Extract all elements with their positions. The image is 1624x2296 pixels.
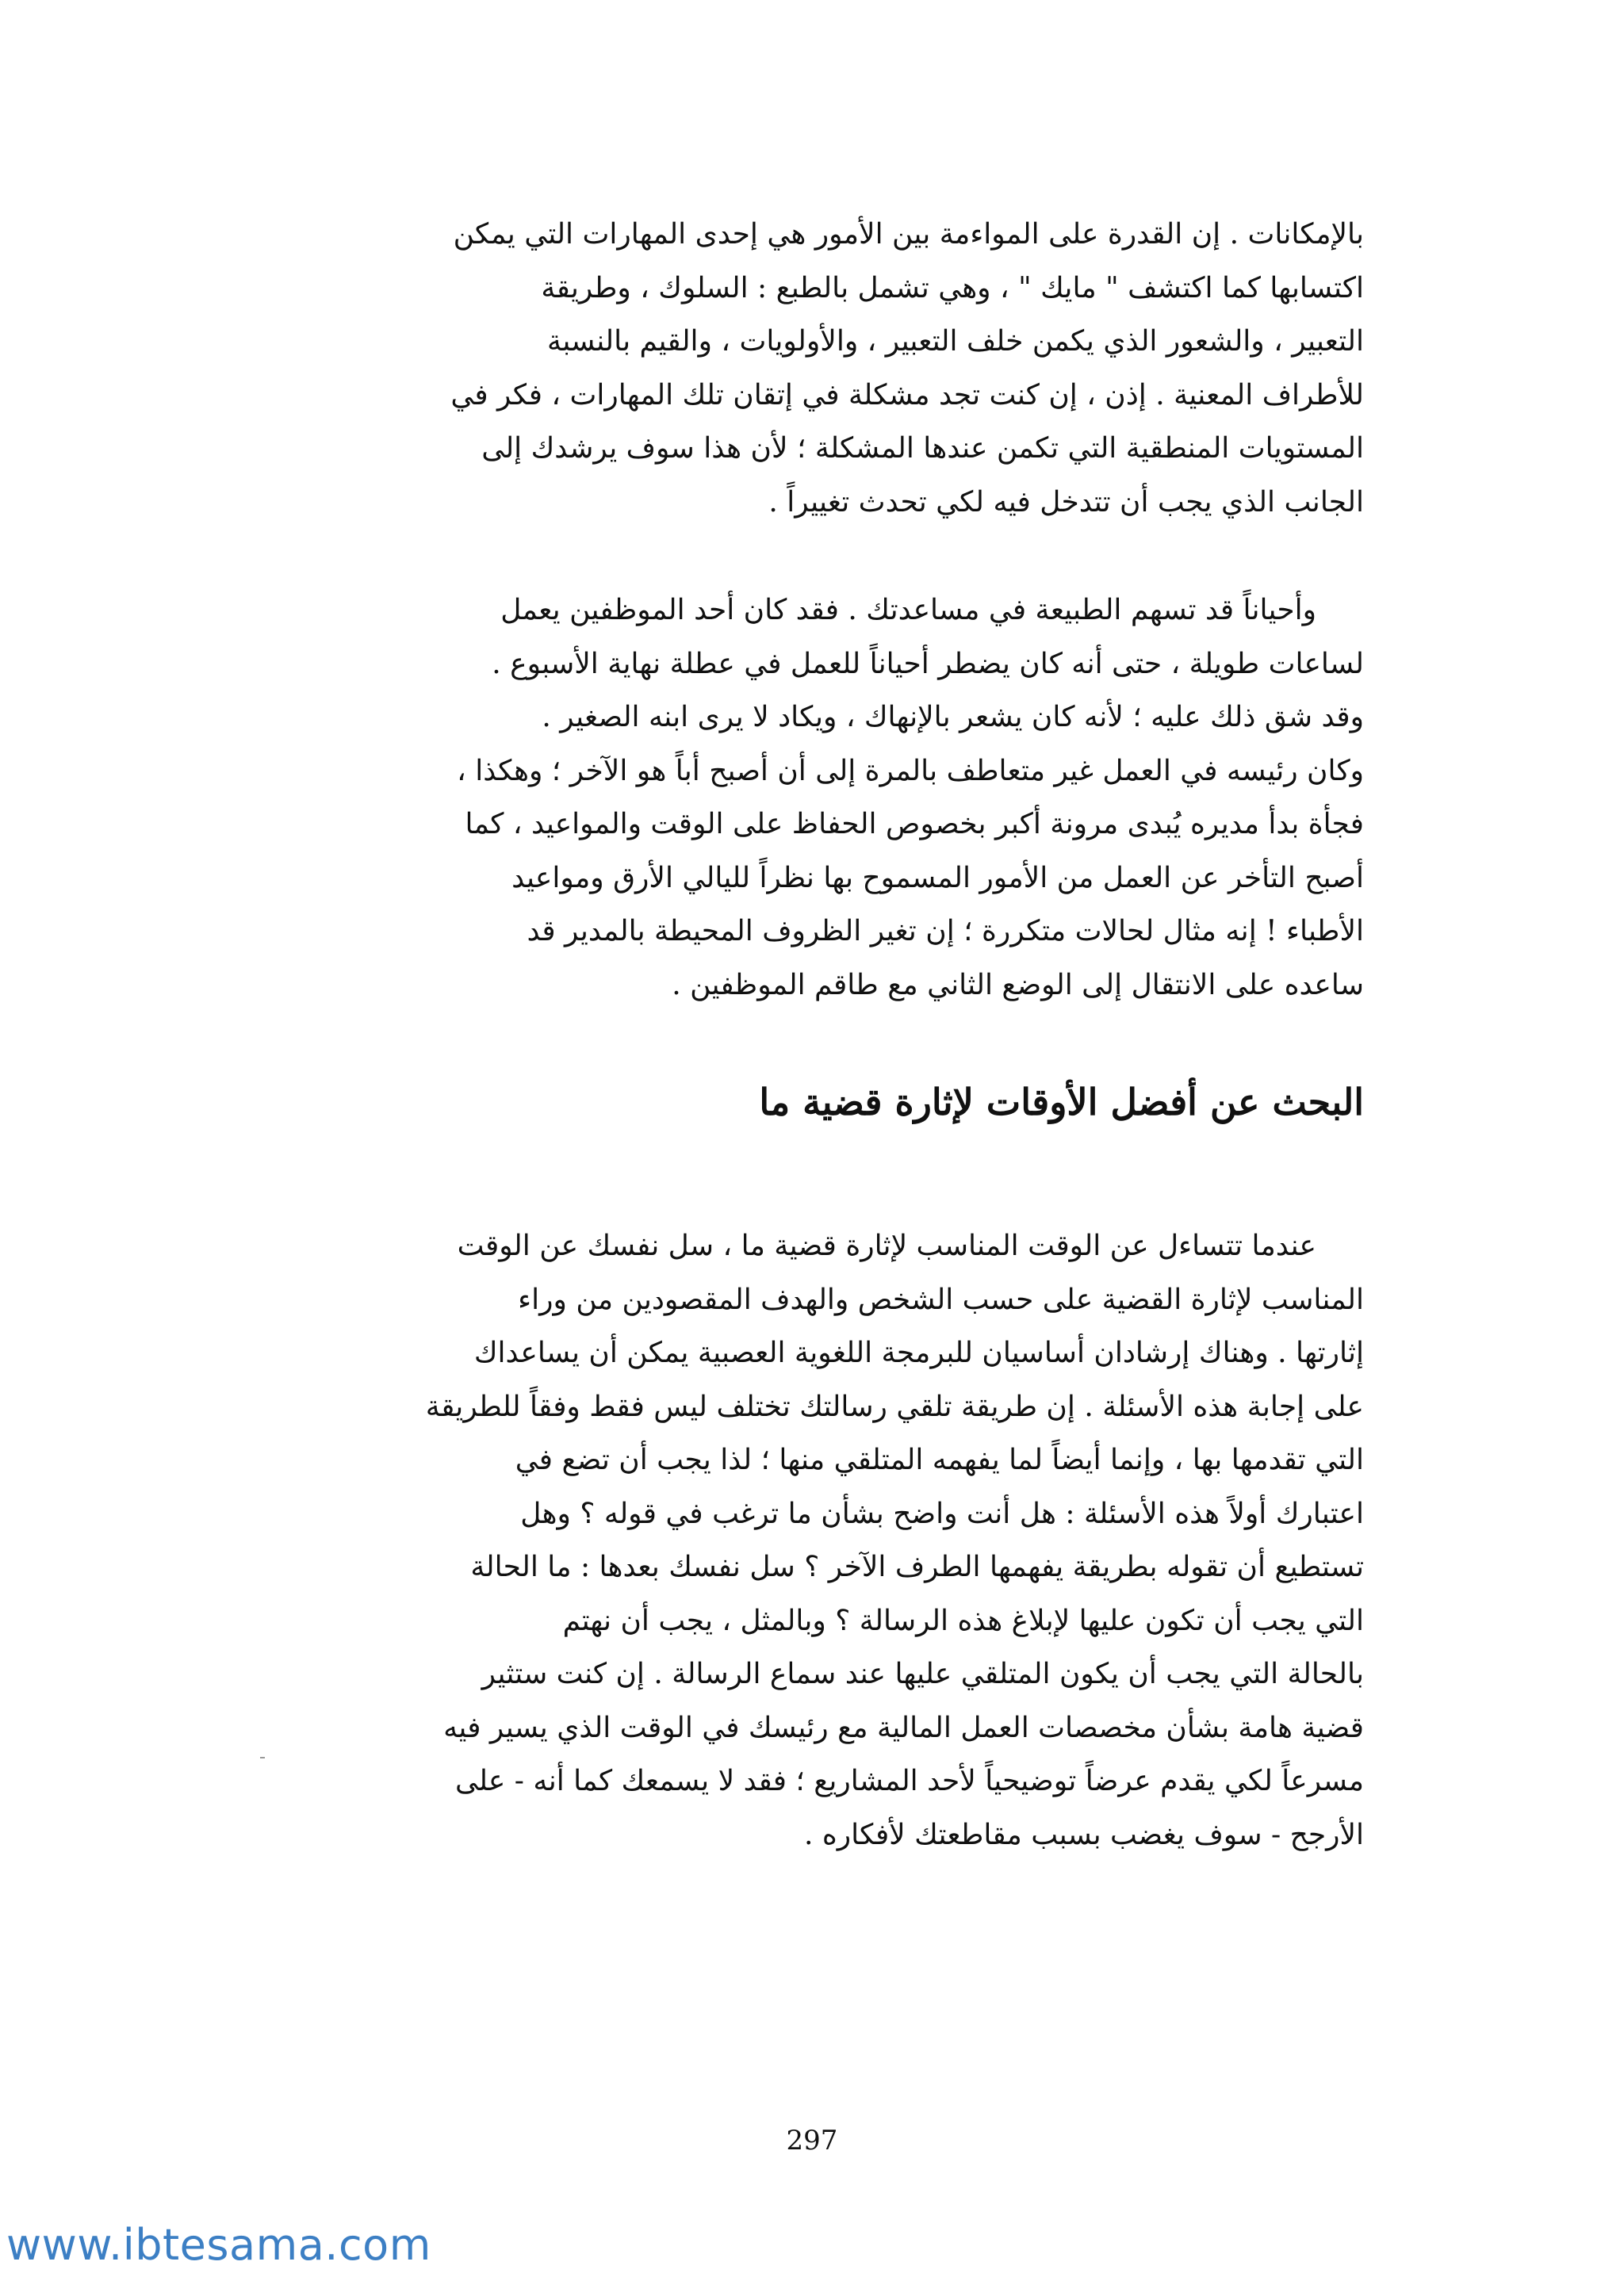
text-line: التي تقدمها بها ، وإنما أيضاً لما يفهمه المتلقي منها ؛ لذا يجب أن تضع في — [515, 1444, 1364, 1476]
text-line: المستويات المنطقية التي تكمن عندها المشكلة ؛ لأن هذا سوف يرشدك إلى — [481, 432, 1364, 465]
paragraph-2 — [270, 584, 1364, 1012]
text-line: أصبح التأخر عن العمل من الأمور المسموح بها نظراً لليالي الأرق ومواعيد — [511, 861, 1364, 894]
text-line: المناسب لإثارة القضية على حسب الشخص والهدف المقصودين من وراء — [518, 1283, 1364, 1316]
text-line: التعبير ، والشعور الذي يكمن خلف التعبير ، والأولويات ، والقيم بالنسبة — [547, 325, 1364, 358]
text-line: بالحالة التي يجب أن يكون المتلقي عليها عند سماع الرسالة . إن كنت ستثير — [481, 1658, 1364, 1690]
page-number: 297 — [786, 2125, 838, 2156]
text-line: على إجابة هذه الأسئلة . إن طريقة تلقي رسالتك تختلف ليس فقط وفقاً للطريقة — [425, 1390, 1364, 1423]
section-heading: البحث عن أفضل الأوقات لإثارة قضية ما — [759, 1081, 1364, 1123]
text-line: اكتسابها كما اكتشف " مايك " ، وهي تشمل بالطبع : السلوك ، وطريقة — [541, 271, 1364, 304]
text-line: لساعات طويلة ، حتى أنه كان يضطر أحياناً للعمل في عطلة نهاية الأسبوع . — [492, 647, 1364, 680]
text-line: إثارتها . وهناك إرشادان أساسيان للبرمجة اللغوية العصبية يمكن أن يساعداك — [473, 1337, 1364, 1369]
scan-mark — [260, 1757, 265, 1758]
text-line: التي يجب أن تكون عليها لإبلاغ هذه الرسالة ؟ وبالمثل ، يجب أن نهتم — [562, 1604, 1364, 1637]
text-line: الجانب الذي يجب أن تتدخل فيه لكي تحدث تغييراً . — [768, 485, 1364, 519]
text-line: وأحياناً قد تسهم الطبيعة في مساعدتك . فقد كان أحد الموظفين يعمل — [500, 594, 1316, 626]
text-line: مسرعاً لكي يقدم عرضاً توضيحياً لأحد المشاريع ؛ فقد لا يسمعك كما أنه - على — [454, 1765, 1364, 1797]
text-line: الأرجح - سوف يغضب بسبب مقاطعتك لأفكاره . — [803, 1818, 1364, 1851]
text-line: قضية هامة بشأن مخصصات العمل المالية مع رئيسك في الوقت الذي يسير فيه — [443, 1711, 1364, 1744]
paragraph-3 — [270, 1219, 1364, 1862]
text-line: للأطراف المعنية . إذن ، إن كنت تجد مشكلة في إتقان تلك المهارات ، فكر في — [450, 378, 1364, 411]
text-line: ساعده على الانتقال إلى الوضع الثاني مع طاقم الموظفين . — [672, 968, 1364, 1001]
text-line: اعتبارك أولاً هذه الأسئلة : هل أنت واضح بشأن ما ترغب في قوله ؟ وهل — [520, 1497, 1364, 1530]
paragraph-1 — [270, 208, 1364, 529]
text-line: عندما تتساءل عن الوقت المناسب لإثارة قضية ما ، سل نفسك عن الوقت — [457, 1230, 1316, 1262]
watermark-link[interactable]: www.ibtesama.com — [6, 2220, 431, 2270]
text-line: تستطيع أن تقوله بطريقة يفهمها الطرف الآخر ؟ سل نفسك بعدها : ما الحالة — [470, 1551, 1364, 1583]
text-line: وكان رئيسه في العمل غير متعاطف بالمرة إلى أن أصبح أباً هو الآخر ؛ وهكذا ، — [457, 754, 1364, 787]
text-line: الأطباء ! إنه مثال لحالات متكررة ؛ إن تغير الظروف المحيطة بالمدير قد — [527, 915, 1364, 947]
text-line: وقد شق ذلك عليه ؛ لأنه كان يشعر بالإنهاك ، ويكاد لا يرى ابنه الصغير . — [542, 701, 1364, 733]
text-line: بالإمكانات . إن القدرة على المواءمة بين الأمور هي إحدى المهارات التي يمكن — [453, 218, 1364, 251]
text-line: فجأة بدأ مديره يُبدى مرونة أكبر بخصوص الحفاظ على الوقت والمواعيد ، كما — [465, 808, 1364, 840]
